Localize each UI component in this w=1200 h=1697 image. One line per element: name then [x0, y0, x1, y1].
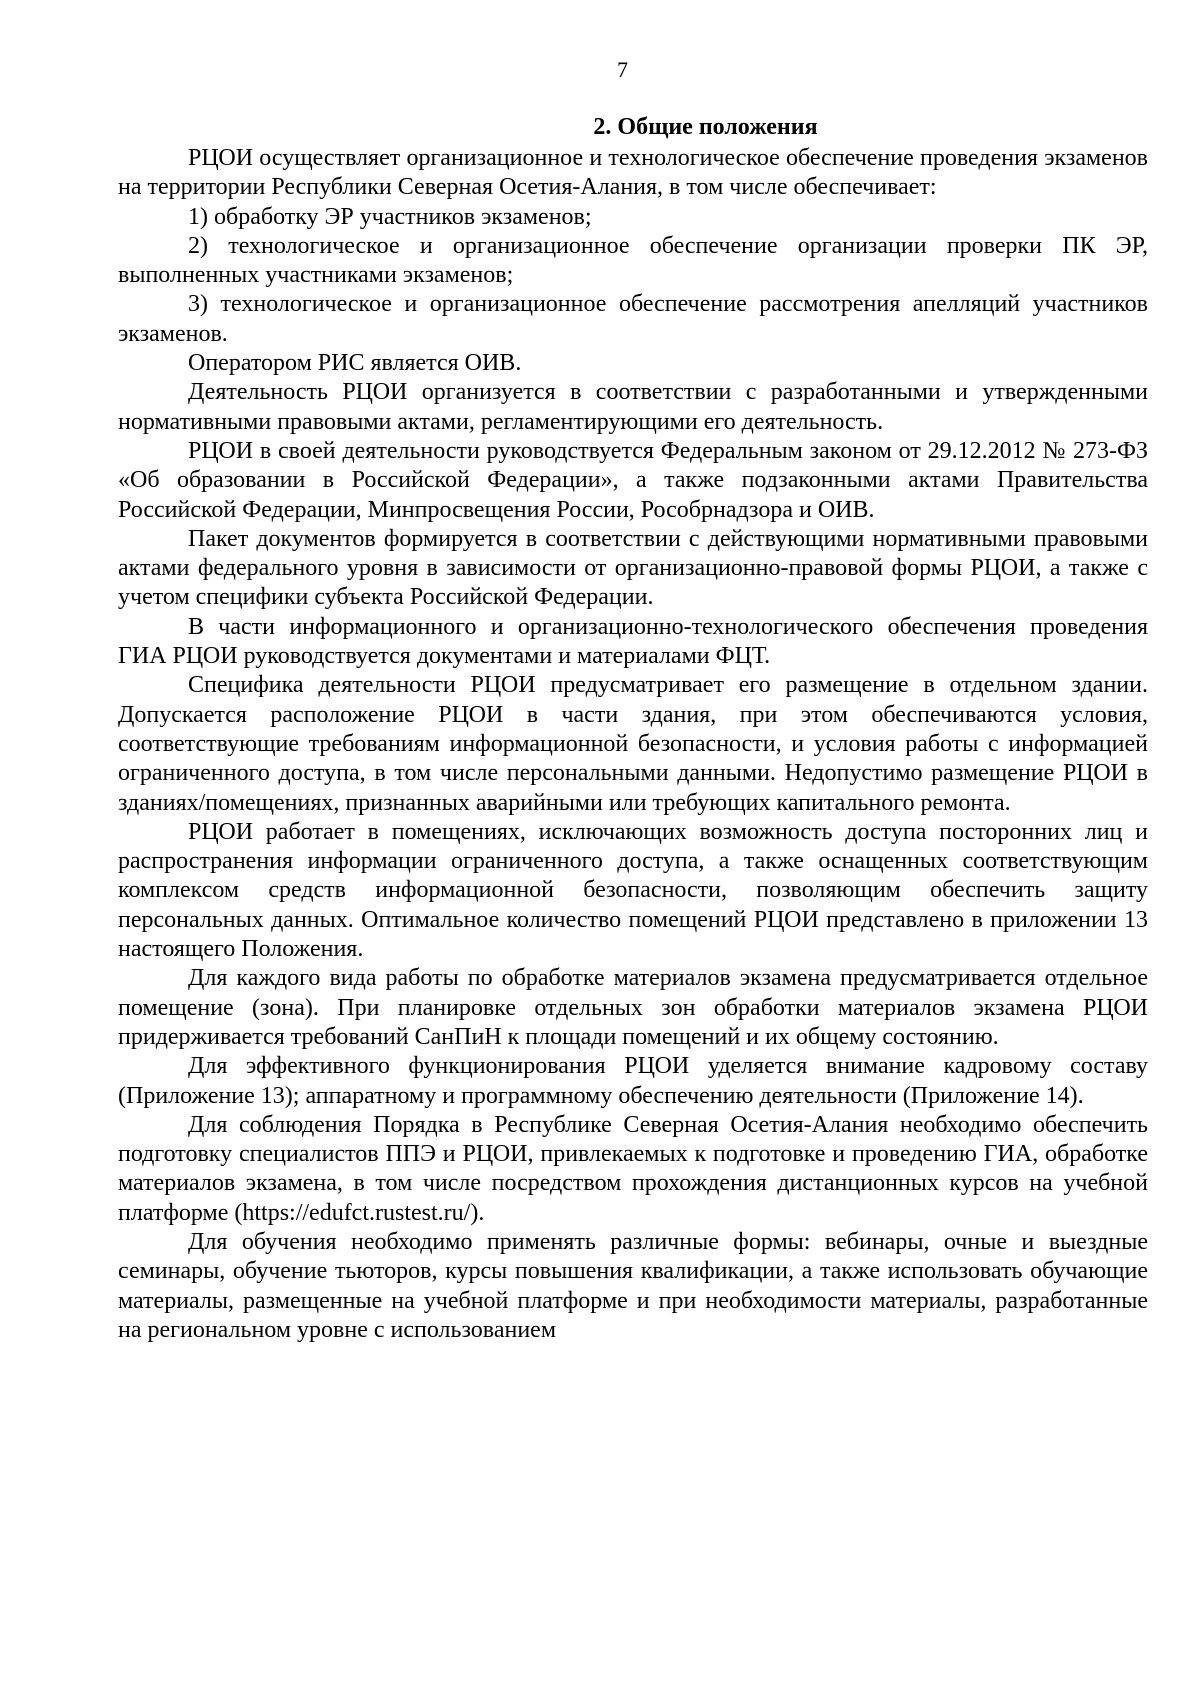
- paragraph: Пакет документов формируется в соответствии с действующими нормативными правовыми актами федерального уровня в зависимости от организационно-правовой формы РЦОИ, а также с учетом специфики субъекта Российской Федерации.: [118, 525, 1148, 611]
- document-body: [118, 112, 1148, 1345]
- paragraph: В части информационного и организационно-технологического обеспечения проведения ГИА РЦОИ руководствуется документами и материалами ФЦТ.: [118, 613, 1148, 670]
- paragraph: РЦОИ осуществляет организационное и технологическое обеспечение проведения экзаменов на территории Республики Северная Осетия-Алания, в том числе обеспечивает:: [118, 145, 1148, 201]
- paragraph: РЦОИ работает в помещениях, исключающих возможность доступа посторонних лиц и распространения информации ограниченного доступа, а также оснащенных соответствующим комплексом средств информационной безопасности, позволяющим обеспечить защиту персональных данных. Оптимальное количество помещений РЦОИ представлено в приложении 13 настоящего Положения.: [118, 818, 1148, 963]
- paragraph: Деятельность РЦОИ организуется в соответствии с разработанными и утвержденными нормативными правовыми актами, регламентирующими его деятельность.: [118, 379, 1148, 435]
- list-item: 2) технологическое и организационное обеспечение организации проверки ПК ЭР, выполненных участниками экзаменов;: [118, 232, 1148, 289]
- page-number: 7: [617, 57, 628, 82]
- list-item: 1) обработку ЭР участников экзаменов;: [188, 203, 592, 230]
- paragraph: Для эффективного функционирования РЦОИ уделяется внимание кадровому составу (Приложение 13); аппаратному и программному обеспечению деятельности (Приложение 14).: [118, 1053, 1148, 1109]
- section-title: 2. Общие положения: [593, 114, 818, 140]
- paragraph: Для соблюдения Порядка в Республике Северная Осетия-Алания необходимо обеспечить подготовку специалистов ППЭ и РЦОИ, привлекаемых к подготовке и проведению ГИА, обработке материалов экзамена, в том числе посредством прохождения дистанционных курсов на учебной платформе (https://edufct.rustest.ru/).: [118, 1111, 1148, 1226]
- list-item: 3) технологическое и организационное обеспечение рассмотрения апелляций участников экзаменов.: [118, 291, 1148, 347]
- paragraph: Специфика деятельности РЦОИ предусматривает его размещение в отдельном здании. Допускается расположение РЦОИ в части здания, при этом обеспечиваются условия, соответствующие требованиям информационной безопасности, и условия работы с информацией ограниченного доступа, в том числе персональными данными. Недопустимо размещение РЦОИ в зданиях/помещениях, признанных аварийными или требующих капитального ремонта.: [118, 672, 1148, 816]
- paragraph: Для обучения необходимо применять различные формы: вебинары, очные и выездные семинары, обучение тьюторов, курсы повышения квалификации, а также использовать обучающие материалы, размещенные на учебной платформе и при необходимости материалы, разработанные на региональном уровне с использованием: [118, 1228, 1148, 1343]
- paragraph: РЦОИ в своей деятельности руководствуется Федеральным законом от 29.12.2012 № 273-ФЗ «Об образовании в Российской Федерации», а также подзаконными актами Правительства Российской Федерации, Минпросвещения России, Рособрнадзора и ОИВ.: [118, 437, 1148, 523]
- paragraph: Для каждого вида работы по обработке материалов экзамена предусматривается отдельное помещение (зона). При планировке отдельных зон обработки материалов экзамена РЦОИ придерживается требований СанПиН к площади помещений и их общему состоянию.: [118, 965, 1148, 1050]
- paragraph: Оператором РИС является ОИВ.: [188, 350, 522, 377]
